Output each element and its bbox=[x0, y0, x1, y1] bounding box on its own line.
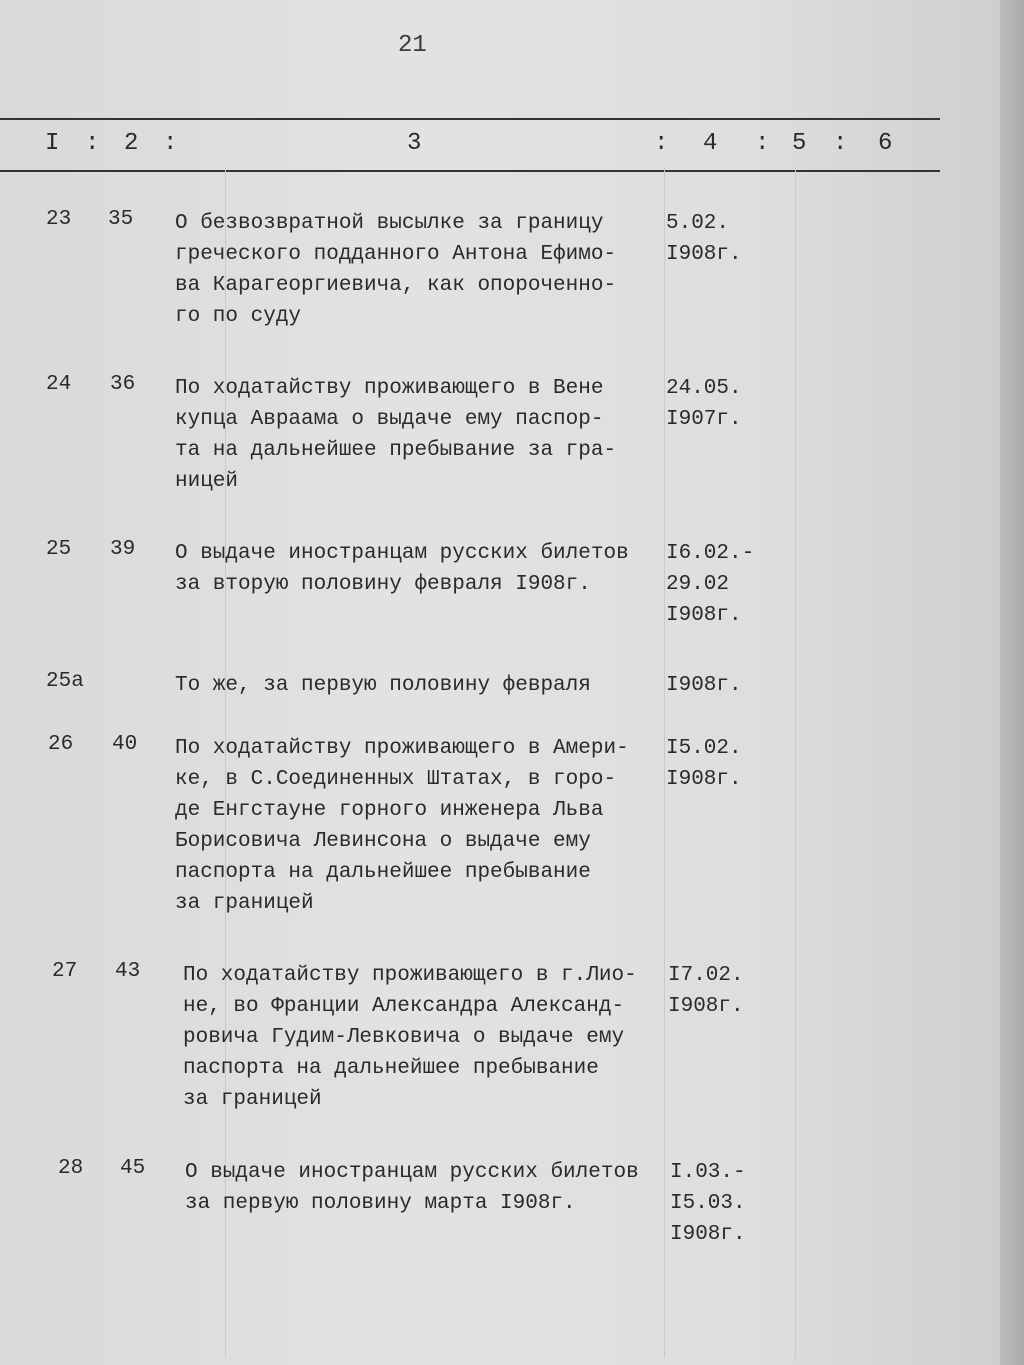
page-number: 21 bbox=[398, 32, 427, 59]
entry-title: По ходатайству проживающего в Амери- ке, в С.Соединенных Штатах, в горо- де Енгстауне горного инженера Льва Борисовича Левинсона о выдаче ему паспорта на дальнейшее пребывание за границей bbox=[175, 737, 629, 915]
entry-title: По ходатайству проживающего в Вене купца Авраама о выдаче ему паспор- та на дальнейшее пребывание за гра- ницей bbox=[175, 377, 617, 493]
entry-title: О выдаче иностранцам русских билетов за вторую половину февраля I908г. bbox=[175, 542, 629, 596]
entry-number: 24 bbox=[46, 373, 72, 396]
file-number: 39 bbox=[110, 538, 136, 561]
entry-title: О выдаче иностранцам русских билетов за первую половину марта I908г. bbox=[185, 1161, 639, 1215]
entry-title: По ходатайству проживающего в г.Лио- не, во Франции Александра Александ- ровича Гудим-Левковича о выдаче ему паспорта на дальнейшее пребывание за границей bbox=[183, 964, 637, 1111]
header-col-5: 5 bbox=[792, 130, 807, 157]
entry-number: 23 bbox=[46, 208, 72, 231]
header-separator: : bbox=[755, 130, 770, 157]
entry-title: О безвозвратной высылке за границу греческого подданного Антона Ефимо- ва Карагеоргиевича, как опороченно- го по суду bbox=[175, 212, 617, 328]
table-header bbox=[0, 118, 940, 172]
entry-dates: I7.02. I908г. bbox=[668, 964, 744, 1018]
entry-dates: 24.05. I907г. bbox=[666, 377, 742, 431]
header-col-4: 4 bbox=[703, 130, 718, 157]
header-col-6: 6 bbox=[878, 130, 893, 157]
file-number: 45 bbox=[120, 1157, 146, 1180]
header-col-3: 3 bbox=[407, 130, 422, 157]
entry-number: 28 bbox=[58, 1157, 84, 1180]
entry-dates: I908г. bbox=[666, 674, 742, 697]
header-col-1: I bbox=[45, 130, 60, 157]
entry-dates: I6.02.- 29.02 I908г. bbox=[666, 542, 755, 627]
file-number: 43 bbox=[115, 960, 141, 983]
header-separator: : bbox=[85, 130, 100, 157]
entry-number: 27 bbox=[52, 960, 78, 983]
entry-title: То же, за первую половину февраля bbox=[175, 674, 591, 697]
entry-number: 25а bbox=[46, 670, 84, 693]
entry-dates: I5.02. I908г. bbox=[666, 737, 742, 791]
header-col-2: 2 bbox=[124, 130, 139, 157]
entry-dates: 5.02. I908г. bbox=[666, 212, 742, 266]
file-number: 35 bbox=[108, 208, 134, 231]
entry-dates: I.03.- I5.03. I908г. bbox=[670, 1161, 746, 1246]
header-separator: : bbox=[833, 130, 848, 157]
entry-number: 26 bbox=[48, 733, 74, 756]
file-number: 40 bbox=[112, 733, 138, 756]
entry-number: 25 bbox=[46, 538, 72, 561]
header-separator: : bbox=[163, 130, 178, 157]
file-number: 36 bbox=[110, 373, 136, 396]
column-rule bbox=[795, 168, 796, 1358]
page-edge bbox=[1000, 0, 1024, 1365]
header-separator: : bbox=[654, 130, 669, 157]
